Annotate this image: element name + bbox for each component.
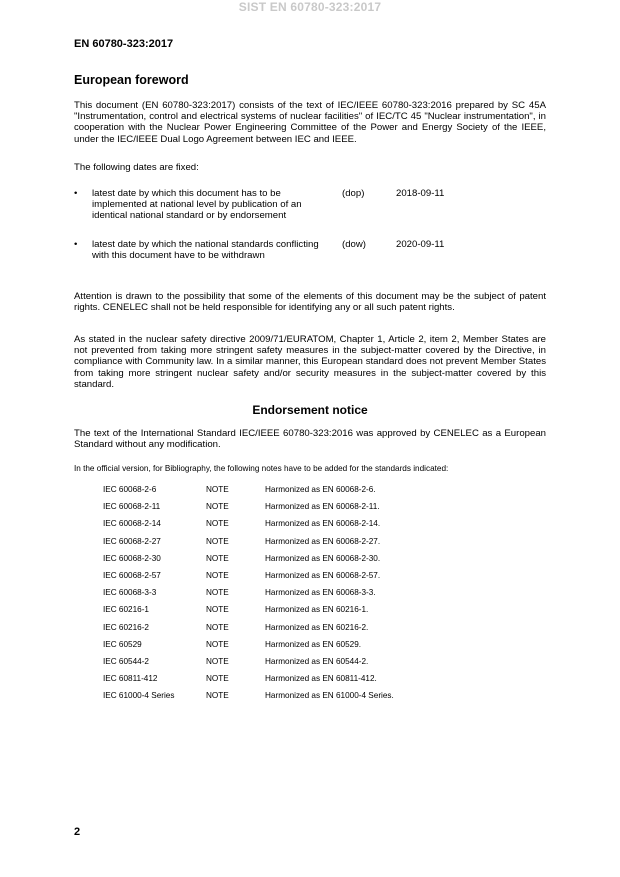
foreword-intro: This document (EN 60780-323:2017) consists of the text of IEC/IEEE 60780-323:2016 prepared by SC 45A "Instrumentation, control and electrical systems of nuclear facilities" of IEC/TC 45 "Nuclear instrumentation", in cooperation with the Nuclear Power Engineering Committee of the Power and Energy Society of the IEEE, under the IEC/IEEE Dual Logo Agreement between IEC and IEEE. xyxy=(74,100,546,145)
bibliography-intro: In the official version, for Bibliography, the following notes have to be added for the standards indicated: xyxy=(74,464,449,473)
standard-number: IEC 60544-2 xyxy=(103,656,149,666)
date-abbreviation: (dow) xyxy=(342,239,366,250)
note-row xyxy=(103,519,463,536)
attention-paragraph: Attention is drawn to the possibility that some of the elements of this document may be the subject of patent rights. CENELEC shall not be held responsible for identifying any or all such patent rights. xyxy=(74,291,546,314)
note-label: NOTE xyxy=(206,691,229,701)
note-label: NOTE xyxy=(206,485,229,494)
bullet-icon: • xyxy=(74,188,78,199)
harmonized-text: Harmonized as EN 60068-2-57. xyxy=(265,570,381,580)
bullet-icon: • xyxy=(74,239,78,250)
note-label: NOTE xyxy=(206,519,229,529)
note-label: NOTE xyxy=(206,570,229,580)
note-label: NOTE xyxy=(206,622,229,632)
note-label: NOTE xyxy=(206,674,229,684)
page-number: 2 xyxy=(74,826,81,838)
note-row xyxy=(103,537,463,554)
note-row xyxy=(103,502,463,519)
standard-number: IEC 60068-2-14 xyxy=(103,519,161,529)
harmonized-text: Harmonized as EN 60068-2-6. xyxy=(265,485,376,494)
note-row xyxy=(103,623,463,640)
harmonized-text: Harmonized as EN 61000-4 Series. xyxy=(265,691,394,701)
harmonized-text: Harmonized as EN 60811-412. xyxy=(265,674,377,684)
note-row xyxy=(103,571,463,588)
standard-number: IEC 60068-2-11 xyxy=(103,502,161,512)
standard-number: IEC 60068-2-30 xyxy=(103,553,161,563)
note-label: NOTE xyxy=(206,536,229,546)
harmonized-text: Harmonized as EN 60068-2-30. xyxy=(265,553,381,563)
directive-paragraph: As stated in the nuclear safety directive 2009/71/EURATOM, Chapter 1, Article 2, item 2, Member States are not prevented from taking more stringent safety measures in the subject-matter covered by the Directive, in compliance with Community law. In a similar manner, this European standard does not prevent Member States from taking more stringent nuclear safety and/or security measures in the subject-matter covered by this standard. xyxy=(74,334,546,390)
endorsement-text: The text of the International Standard IEC/IEEE 60780-323:2016 was approved by CENELEC as a European Standard without any modification. xyxy=(74,428,546,451)
harmonized-text: Harmonized as EN 60544-2. xyxy=(265,656,369,666)
date-description: latest date by which the national standards conflicting with this document have to be withdrawn xyxy=(92,239,319,262)
date-value: 2020-09-11 xyxy=(396,239,445,250)
note-row xyxy=(103,674,463,691)
note-label: NOTE xyxy=(206,656,229,666)
note-row xyxy=(103,588,463,605)
date-description: latest date by which this document has to be implemented at national level by publication of an identical national standard or by endorsement xyxy=(92,188,302,222)
endorsement-title: Endorsement notice xyxy=(252,403,368,417)
bibliography-notes-list xyxy=(103,485,463,708)
note-row xyxy=(103,691,463,708)
standard-number: IEC 60068-2-27 xyxy=(103,536,161,546)
harmonized-text: Harmonized as EN 60216-1. xyxy=(265,605,369,615)
standard-number: IEC 60068-2-57 xyxy=(103,570,161,580)
dates-intro: The following dates are fixed: xyxy=(74,162,199,173)
standard-number: IEC 60529 xyxy=(103,639,142,649)
standard-number: IEC 60068-2-6 xyxy=(103,485,157,494)
note-label: NOTE xyxy=(206,605,229,615)
note-label: NOTE xyxy=(206,553,229,563)
standard-number: IEC 60216-1 xyxy=(103,605,149,615)
note-row xyxy=(103,485,463,502)
standard-number: IEC 60068-3-3 xyxy=(103,588,157,598)
harmonized-text: Harmonized as EN 60068-3-3. xyxy=(265,588,376,598)
harmonized-text: Harmonized as EN 60068-2-14. xyxy=(265,519,381,529)
harmonized-text: Harmonized as EN 60068-2-11. xyxy=(265,502,380,512)
date-value: 2018-09-11 xyxy=(396,188,445,199)
harmonized-text: Harmonized as EN 60529. xyxy=(265,639,362,649)
note-row xyxy=(103,605,463,622)
note-row xyxy=(103,554,463,571)
standard-number: IEC 61000-4 Series xyxy=(103,691,175,701)
harmonized-text: Harmonized as EN 60216-2. xyxy=(265,622,369,632)
note-row xyxy=(103,640,463,657)
standard-number: IEC 60811-412 xyxy=(103,674,158,684)
note-label: NOTE xyxy=(206,502,229,512)
note-label: NOTE xyxy=(206,588,229,598)
foreword-title: European foreword xyxy=(74,73,189,87)
standard-number: IEC 60216-2 xyxy=(103,622,149,632)
harmonized-text: Harmonized as EN 60068-2-27. xyxy=(265,536,381,546)
note-label: NOTE xyxy=(206,639,229,649)
watermark: SIST EN 60780-323:2017 xyxy=(238,0,382,14)
document-id: EN 60780-323:2017 xyxy=(74,38,174,50)
note-row xyxy=(103,657,463,674)
date-abbreviation: (dop) xyxy=(342,188,365,199)
